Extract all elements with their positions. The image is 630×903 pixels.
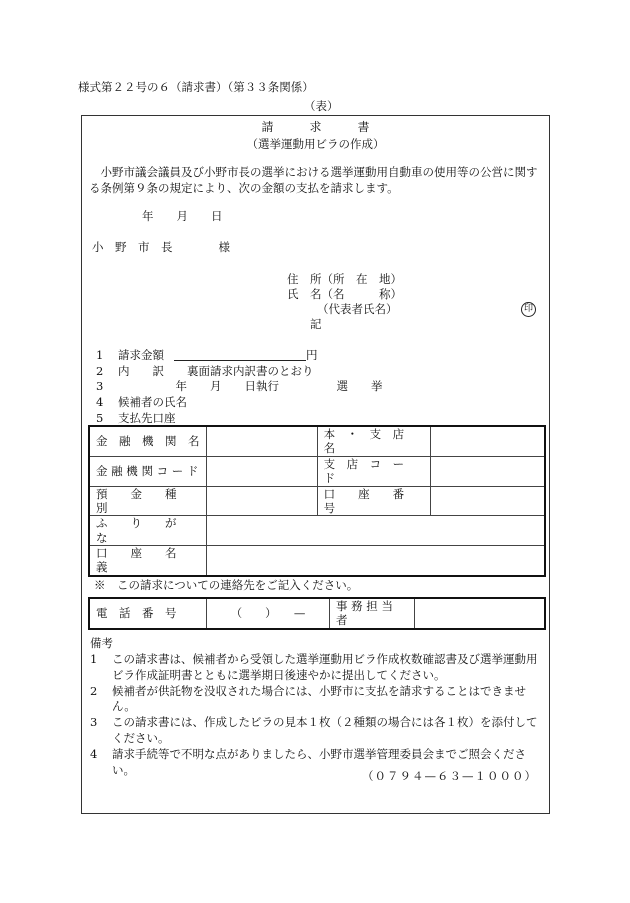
branch-name-label: 本 ・ 支 店 名 (317, 426, 430, 456)
list-item (90, 684, 546, 716)
bank-name-label: 金 融 機 関 名 (89, 426, 207, 456)
item-text: 請求金額 (118, 348, 164, 362)
staff-field[interactable] (415, 598, 546, 629)
item-number: 4 (96, 394, 104, 409)
contact-phone: （０７９４—６３—１０００） (362, 769, 537, 783)
bank-code-field[interactable] (207, 456, 318, 486)
page-title: 請 求 書 (261, 120, 370, 134)
side-label: （表） (304, 99, 339, 113)
account-number-label: 口 座 番 号 (317, 486, 430, 516)
intro-text: 小野市議会議員及び小野市長の選挙における選挙運動用自動車の使用等の公営に関する条例第９条の規定により、次の金額の支払を請求します。 (89, 165, 538, 196)
branch-code-field[interactable] (430, 456, 545, 486)
note-number: 1 (90, 651, 98, 666)
note-text: この請求書は、候補者から受領した選挙運動用ビラ作成枚数確認書及び選挙運動用ビラ作成証明書とともに選挙期日後速やかに提出してください。 (112, 651, 538, 682)
list-item (90, 652, 546, 684)
date-line[interactable]: 年 月 日 (142, 209, 223, 223)
item-text[interactable]: 年 月 日執行 選 挙 (118, 379, 383, 394)
furigana-label: ふ り が な (89, 516, 207, 546)
table-row (89, 598, 545, 629)
bank-name-field[interactable] (207, 426, 318, 456)
address-label[interactable]: 住 所（所 在 地） (287, 272, 402, 286)
item-number: 5 (96, 410, 104, 425)
item-number: 2 (96, 363, 104, 378)
deposit-type-field[interactable] (207, 486, 318, 516)
phone-field[interactable]: （ ） — (207, 598, 330, 629)
amount-field[interactable] (174, 348, 306, 361)
note-number: 3 (90, 715, 98, 730)
account-holder-label: 口 座 名 義 (89, 546, 207, 576)
items-list (96, 348, 383, 426)
seal-icon: 印 (521, 302, 536, 317)
account-number-field[interactable] (430, 486, 545, 516)
phone-label: 電 話 番 号 (89, 598, 207, 629)
list-item (96, 348, 383, 364)
addressee: 小 野 市 長 様 (92, 240, 230, 254)
list-item (96, 395, 383, 411)
form-frame (81, 115, 550, 814)
table-row (89, 426, 545, 456)
representative-label[interactable]: （代表者氏名） (317, 302, 398, 317)
branch-code-label: 支 店 コ ー ド (317, 456, 430, 486)
note-number: 4 (90, 747, 98, 762)
applicant-block (287, 272, 402, 318)
table-row (89, 516, 545, 546)
note-number: 2 (90, 683, 98, 698)
list-item (96, 379, 383, 395)
table-row (89, 546, 545, 576)
note-text: 請求手続等で不明な点がありましたら、小野市選挙管理委員会までご照会ください。 (112, 747, 526, 777)
page-subtitle: （選挙運動用ビラの作成） (246, 137, 385, 151)
staff-label: 事 務 担 当 者 (330, 598, 415, 629)
table-row (89, 486, 545, 516)
note-text: 候補者が供託物を没収された場合には、小野市に支払を請求することはできません。 (112, 683, 526, 714)
furigana-field[interactable] (207, 516, 546, 546)
note-text: この請求書には、作成したビラの見本１枚（２種類の場合には各１枚）を添付してください。 (112, 715, 538, 746)
list-item (96, 411, 383, 427)
notes-title: 備考 (90, 636, 113, 650)
contact-table (88, 597, 546, 630)
table-row (89, 456, 545, 486)
ki-label: 記 (310, 317, 322, 331)
form-number: 様式第２２号の６（請求書）（第３３条関係） (78, 80, 314, 94)
name-label[interactable]: 氏 名（名 称） (287, 287, 402, 302)
contact-note: ※ この請求についての連絡先をご記入ください。 (94, 578, 359, 592)
item-text: 内 訳 裏面請求内訳書のとおり (118, 363, 314, 378)
bank-account-table (88, 425, 546, 577)
item-number: 3 (96, 379, 104, 394)
list-item (96, 364, 383, 380)
item-text: 支払先口座 (118, 410, 176, 425)
notes-section (90, 636, 546, 779)
item-number: 1 (96, 348, 104, 362)
branch-name-field[interactable] (430, 426, 545, 456)
account-holder-field[interactable] (207, 546, 546, 576)
item-text: 候補者の氏名 (118, 394, 187, 409)
item-suffix: 円 (306, 348, 318, 362)
deposit-type-label: 預 金 種 別 (89, 486, 207, 516)
list-item (90, 715, 546, 747)
bank-code-label: 金 融 機 関 コ ー ド (89, 456, 207, 486)
